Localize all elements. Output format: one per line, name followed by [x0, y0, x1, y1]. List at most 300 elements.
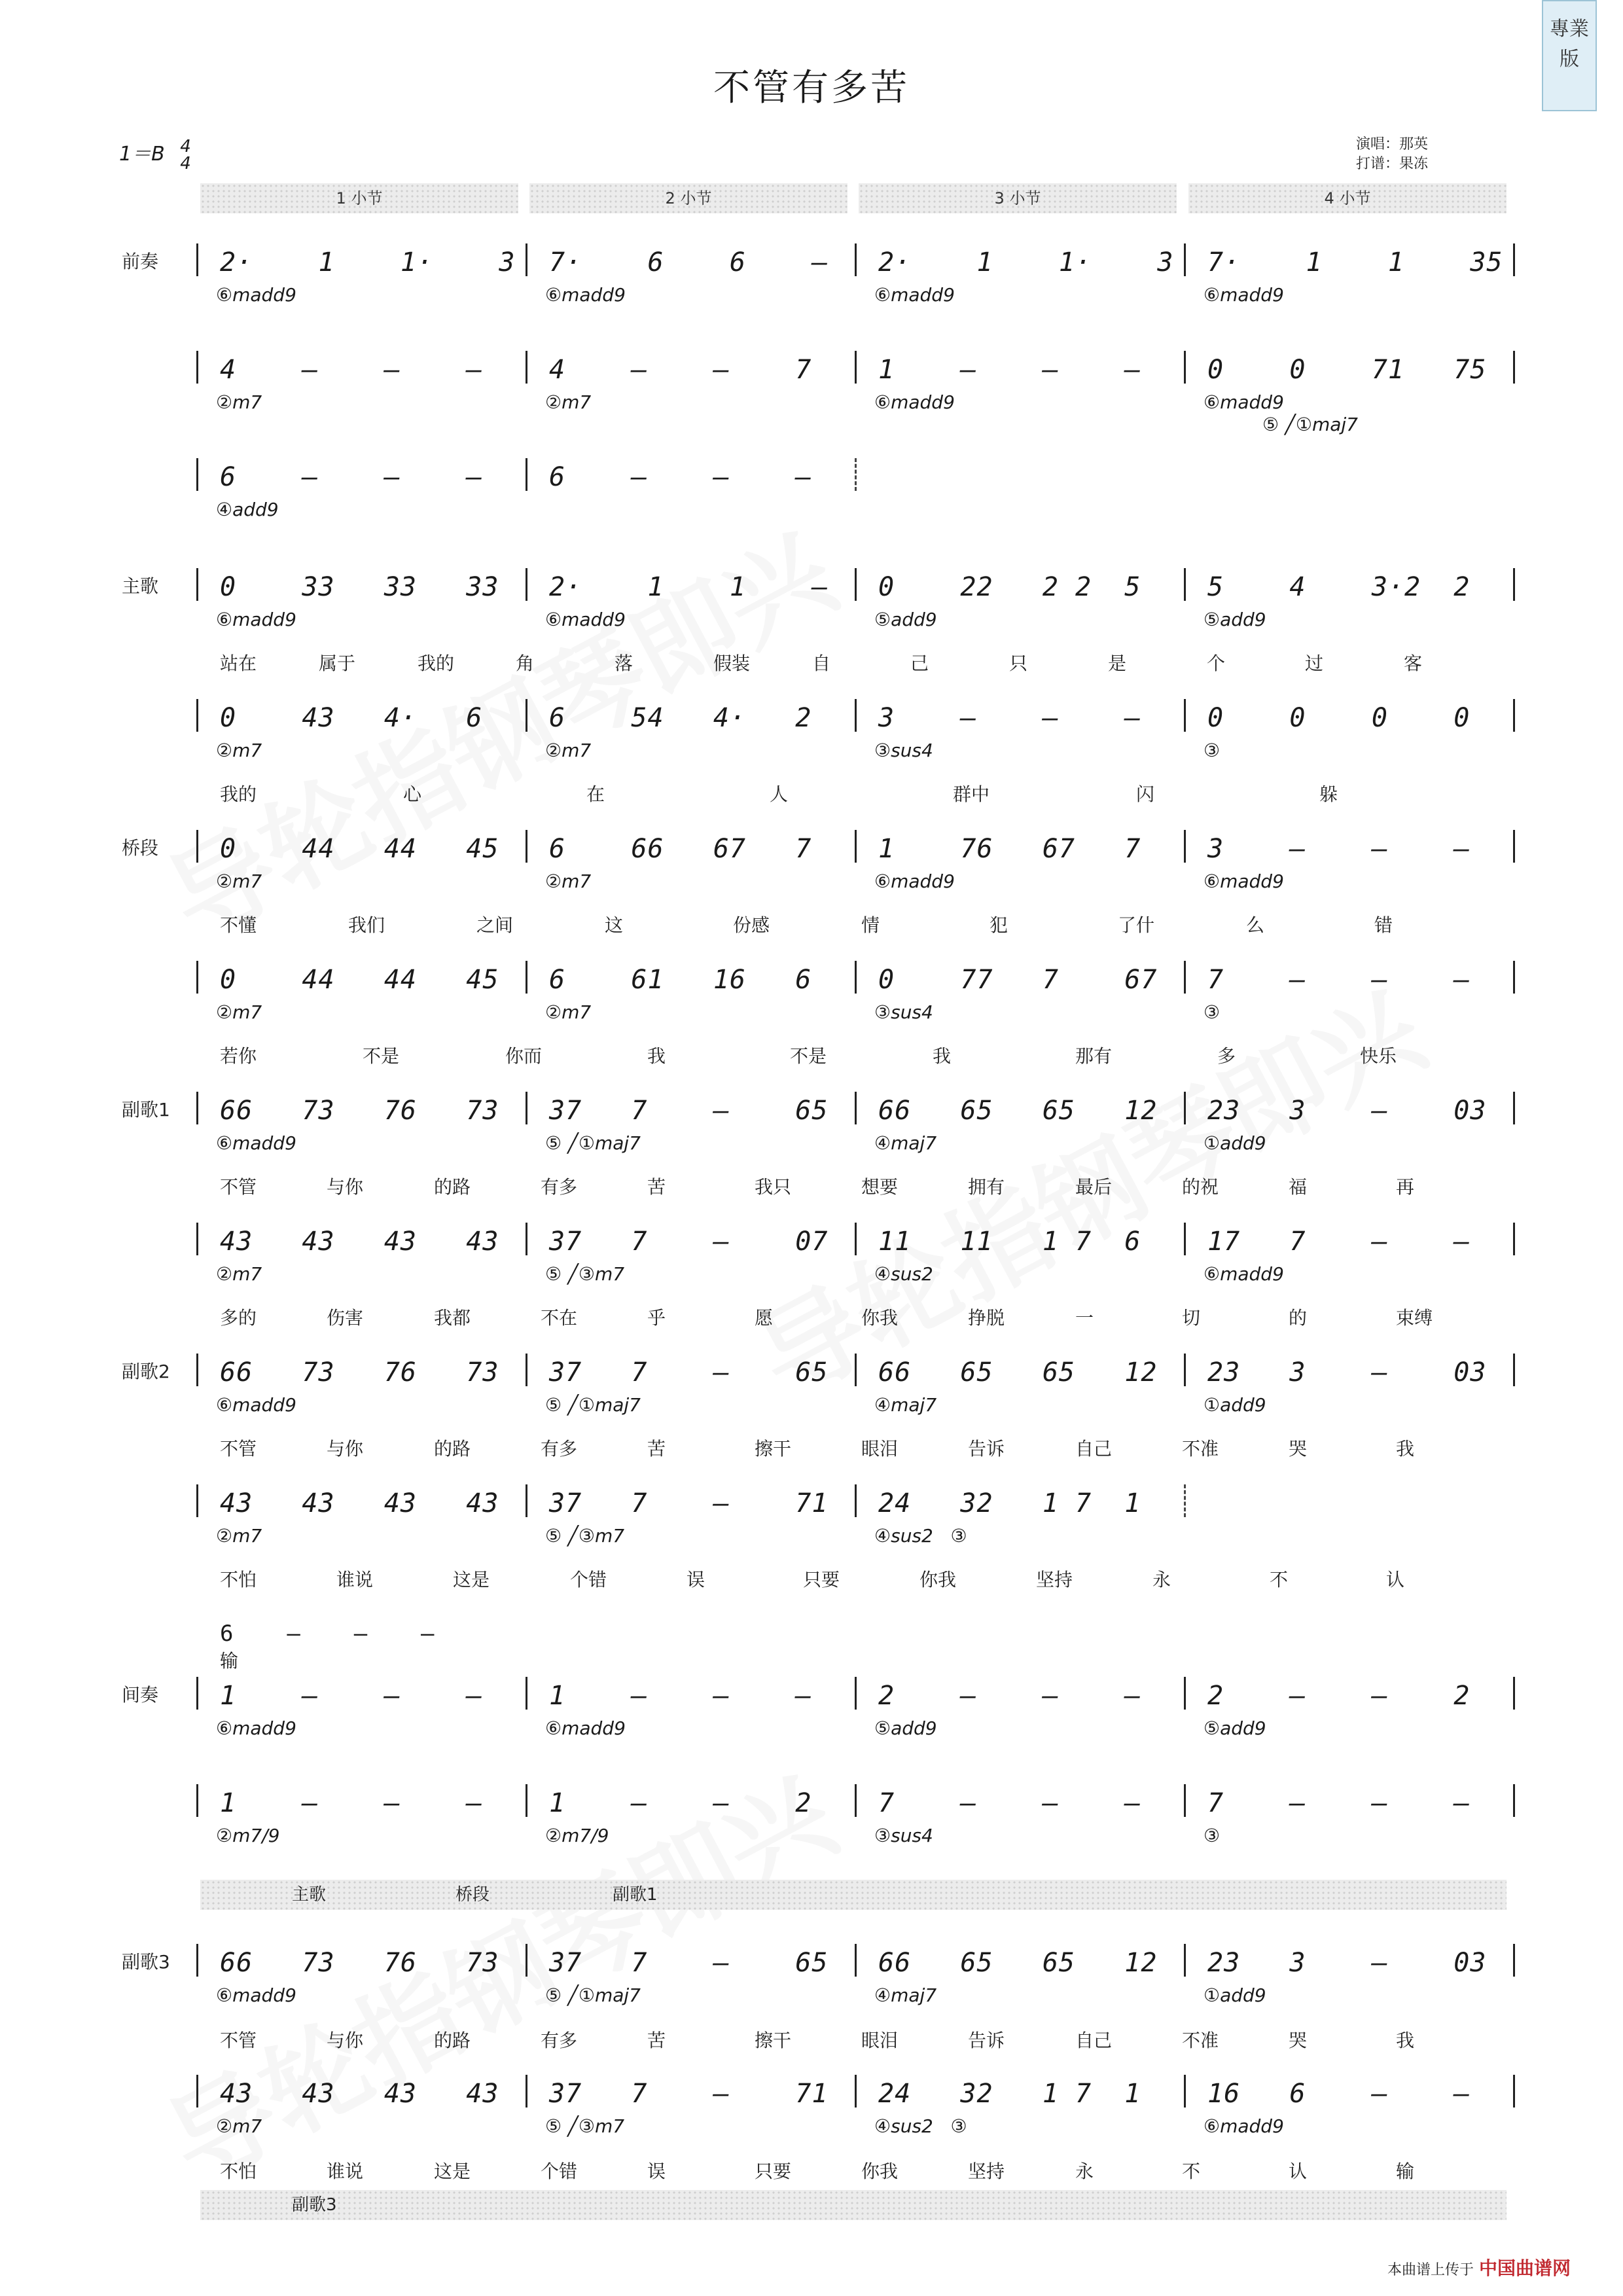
lyric-word: 的路 — [434, 1176, 471, 1198]
credits — [1356, 135, 1428, 174]
section-label-bridge: 桥段 — [122, 837, 159, 859]
chord-symbol: ②m7 — [216, 2115, 262, 2137]
chord-symbol: ②m7 — [545, 740, 592, 761]
tail-lyric: 输 — [220, 1650, 239, 1672]
measure — [526, 1488, 853, 1560]
lyric-word: 份感 — [733, 914, 770, 936]
measure — [1184, 965, 1511, 1037]
measure — [196, 1096, 524, 1168]
lyric-line — [196, 2026, 1518, 2053]
barline — [1513, 830, 1515, 863]
chord-symbol: ③sus4 — [874, 1001, 933, 1023]
lyric-word: 擦干 — [755, 2030, 792, 2051]
measure — [855, 1227, 1182, 1299]
chord-symbol: ④maj7 — [874, 1394, 937, 1416]
lyric-word: 有多 — [541, 1176, 578, 1198]
measure-notes: 7 – – – — [1207, 965, 1471, 995]
measure — [855, 2079, 1182, 2151]
chord-symbol: ⑥madd9 — [545, 1717, 626, 1739]
lyric-word: 的祝 — [1182, 1176, 1219, 1198]
measure — [1184, 2079, 1511, 2151]
lyric-word: 永 — [1075, 2161, 1094, 2182]
measure-notes: 0 0 71 75 — [1207, 355, 1487, 385]
lyric-line — [196, 1435, 1518, 1461]
measure-notes: 0 0 0 0 — [1207, 703, 1471, 733]
measure-notes: 66 73 76 73 — [220, 1357, 499, 1388]
measure-notes: 23 3 – 03 — [1207, 1096, 1487, 1126]
measure-notes: 7· 1 1 35 — [1207, 247, 1503, 278]
measure — [526, 1681, 853, 1753]
lyric-word: 我 — [1396, 2030, 1415, 2051]
lyric-word: 落 — [615, 653, 633, 674]
section-label-intro: 前奏 — [122, 251, 159, 272]
chord-symbol: ②m7 — [216, 1525, 262, 1547]
chord-symbol: ②m7 — [216, 1001, 262, 1023]
lyric-word: 不准 — [1182, 2030, 1219, 2051]
measure — [526, 965, 853, 1037]
chord-symbol: ①add9 — [1204, 1132, 1266, 1154]
measure — [196, 1357, 524, 1429]
measure-notes: 17 7 – – — [1207, 1227, 1471, 1257]
chord-symbol: ⑥madd9 — [216, 1394, 296, 1416]
lyric-word: 不怕 — [220, 2161, 257, 2182]
notation-row — [196, 1357, 1518, 1429]
lyric-word: 心 — [403, 783, 422, 805]
measure — [855, 834, 1182, 906]
lyric-word: 告诉 — [968, 2030, 1005, 2051]
measure-notes: 24 32 1 7 1 — [878, 2079, 1141, 2109]
barline — [1513, 1677, 1515, 1710]
section-label-chorus2: 副歌2 — [122, 1361, 170, 1382]
measure-notes: 37 7 – 65 — [549, 1948, 829, 1978]
chord-symbol: ④sus2 — [874, 1263, 933, 1285]
barline — [1513, 2075, 1515, 2108]
notation-row — [196, 1488, 1518, 1560]
measure-notes: 7· 6 6 – — [549, 247, 829, 278]
chord-symbol: ⑥madd9 — [1204, 391, 1284, 413]
lyric-word: 闪 — [1136, 783, 1155, 805]
measure — [526, 2079, 853, 2151]
section-label-verse: 主歌 — [122, 575, 159, 597]
lyric-word: 多 — [1217, 1045, 1236, 1067]
barline — [1513, 1354, 1515, 1386]
lyric-word: 有多 — [541, 2030, 578, 2051]
notation-row — [196, 834, 1518, 906]
chord-symbol: ⑥madd9 — [874, 391, 955, 413]
measure — [196, 1681, 524, 1753]
measure-notes: 43 43 43 43 — [220, 1227, 499, 1257]
measure-notes: 6 54 4· 2 — [549, 703, 812, 733]
page-title: 不管有多苦 — [713, 67, 910, 109]
lyric-word: 犯 — [990, 914, 1008, 936]
measure — [1184, 355, 1511, 435]
section-label-interlude: 间奏 — [122, 1684, 159, 1706]
lyric-word: 在 — [586, 783, 605, 805]
measure-notes: 2 – – – — [878, 1681, 1141, 1711]
key-label: 1＝B — [119, 143, 165, 166]
notation-row — [196, 703, 1518, 775]
lyric-word: 的路 — [434, 2030, 471, 2051]
footer-site: 中国曲谱网 — [1478, 2257, 1571, 2279]
time-denominator: 4 — [180, 153, 191, 173]
chord-symbol: ⑤ ╱③m7 — [545, 1525, 625, 1547]
measure-notes: 24 32 1 7 1 — [878, 1488, 1141, 1518]
measure — [1184, 247, 1511, 319]
lyric-line — [196, 1173, 1518, 1199]
lyric-word: 挣脱 — [968, 1307, 1005, 1329]
measure — [526, 572, 853, 644]
bar-number: 3 小节 — [859, 183, 1177, 213]
lyric-word: 再 — [1396, 1176, 1415, 1198]
lyric-word: 最后 — [1075, 1176, 1113, 1198]
measure — [196, 572, 524, 644]
lyric-word: 切 — [1182, 1307, 1201, 1329]
chord-symbol: ③sus4 — [874, 1825, 933, 1846]
measure — [196, 462, 524, 534]
chord-symbol: ⑥madd9 — [545, 284, 626, 306]
lyric-word: 过 — [1305, 653, 1324, 674]
chord-symbol: ②m7 — [545, 1001, 592, 1023]
lyric-word: 情 — [861, 914, 880, 936]
measure — [196, 1948, 524, 2020]
lyric-word: 我的 — [220, 783, 257, 805]
lyric-word: 你我 — [861, 2161, 899, 2182]
lyric-word: 站在 — [220, 653, 257, 674]
measure-notes: 3 – – – — [1207, 834, 1471, 864]
lyric-word: 认 — [1386, 1569, 1405, 1590]
measure-notes: 37 7 – 07 — [549, 1227, 829, 1257]
chord-symbol: ⑤ ╱①maj7 — [545, 1394, 641, 1416]
lyric-word: 不 — [1182, 2161, 1201, 2182]
barline — [1513, 243, 1515, 276]
lyric-word: 不管 — [220, 1438, 257, 1460]
measure-notes: 37 7 – 71 — [549, 2079, 829, 2109]
measure-notes: 1 – – – — [220, 1788, 483, 1818]
lyric-word: 己 — [910, 653, 929, 674]
chord-symbol: ④maj7 — [874, 1984, 937, 2006]
lyric-word: 是 — [1108, 653, 1127, 674]
lyric-word: 认 — [1289, 2161, 1308, 2182]
measure-notes: 7 – – – — [1207, 1788, 1471, 1818]
chord-symbol: ③sus4 — [874, 740, 933, 761]
measure-notes: 7 – – – — [878, 1788, 1141, 1818]
footer-text: 本曲谱上传于 — [1387, 2262, 1474, 2278]
lyric-word: 么 — [1246, 914, 1265, 936]
measure — [855, 703, 1182, 775]
measure — [526, 1948, 853, 2020]
measure — [526, 1227, 853, 1299]
measure-notes: 23 3 – 03 — [1207, 1357, 1487, 1388]
measure — [526, 834, 853, 906]
measure — [855, 1788, 1182, 1860]
measure-notes: 23 3 – 03 — [1207, 1948, 1487, 1978]
lyric-word: 坚持 — [968, 2161, 1005, 2182]
lyric-word: 那有 — [1075, 1045, 1113, 1067]
chord-symbol: ②m7 — [216, 870, 262, 892]
lyric-word: 谁说 — [327, 2161, 364, 2182]
lyric-word: 与你 — [327, 1176, 364, 1198]
lyric-word: 福 — [1289, 1176, 1308, 1198]
chord-symbol: ⑤ ╱①maj7 — [545, 1984, 641, 2006]
measure-notes: 43 43 43 43 — [220, 1488, 499, 1518]
measure — [196, 703, 524, 775]
barline — [1184, 1484, 1186, 1517]
lyric-word: 这是 — [453, 1569, 490, 1590]
measure — [1184, 1788, 1511, 1860]
section-label-chorus3: 副歌3 — [122, 1951, 170, 1973]
chord-symbol: ⑥madd9 — [216, 1984, 296, 2006]
measure — [1184, 703, 1511, 775]
measure — [855, 1357, 1182, 1429]
measure — [1184, 1096, 1511, 1168]
lyric-word: 这是 — [434, 2161, 471, 2182]
chord-symbol: ⑤add9 — [1204, 1717, 1266, 1739]
measure-notes: 3 – – – — [878, 703, 1141, 733]
lyric-word: 不管 — [220, 1176, 257, 1198]
measure-notes: 66 65 65 12 — [878, 1948, 1158, 1978]
lyric-word: 人 — [770, 783, 789, 805]
lyric-line — [196, 1566, 1518, 1592]
lyric-word: 束缚 — [1396, 1307, 1433, 1329]
transcriber-credit: 打谱：果冻 — [1356, 156, 1429, 172]
measure-notes: 0 22 2 2 5 — [878, 572, 1141, 602]
chord-symbol: ④maj7 — [874, 1132, 937, 1154]
measure-notes: 37 7 – 65 — [549, 1096, 829, 1126]
roadmap-band — [200, 1880, 1507, 1910]
notation-row — [196, 1681, 1518, 1753]
measure-notes: 0 44 44 45 — [220, 965, 499, 995]
measure-notes: 11 11 1 7 6 — [878, 1227, 1141, 1257]
chord-symbol: ⑥madd9 — [216, 1717, 296, 1739]
chord-symbol: ②m7 — [216, 391, 262, 413]
lyric-word: 苦 — [647, 2030, 666, 2051]
lyric-word: 假装 — [713, 653, 751, 674]
measure — [1184, 1948, 1511, 2020]
lyric-word: 快乐 — [1360, 1045, 1397, 1067]
lyric-word: 错 — [1374, 914, 1393, 936]
lyric-word: 误 — [647, 2161, 666, 2182]
lyric-word: 不是 — [790, 1045, 827, 1067]
bar-number: 2 小节 — [529, 183, 847, 213]
measure — [526, 355, 853, 427]
lyric-word: 了什 — [1118, 914, 1155, 936]
lyric-word: 的 — [1289, 1307, 1308, 1329]
lyric-word: 不准 — [1182, 1438, 1219, 1460]
time-signature — [180, 138, 191, 172]
lyric-word: 伤害 — [327, 1307, 364, 1329]
singer-credit: 演唱：那英 — [1356, 136, 1429, 152]
chord-symbol: ⑤ ╱③m7 — [545, 2115, 625, 2137]
notation-row — [196, 462, 1518, 534]
measure — [196, 965, 524, 1037]
barline — [1513, 1944, 1515, 1977]
notation-row — [196, 1948, 1518, 2020]
measure-notes: 1 – – 2 — [549, 1788, 812, 1818]
notation-row — [196, 572, 1518, 644]
lyric-word: 与你 — [327, 1438, 364, 1460]
measure-notes: 4 – – 7 — [549, 355, 812, 385]
measure — [196, 355, 524, 427]
lyric-word: 永 — [1152, 1569, 1171, 1590]
measure — [855, 1096, 1182, 1168]
measure — [526, 1788, 853, 1860]
roadmap-bridge: 桥段 — [455, 1885, 490, 1905]
measure-notes: 5 4 3·2 2 — [1207, 572, 1471, 602]
chord-symbol: ⑥madd9 — [1204, 2115, 1284, 2137]
chord-symbol: ⑥madd9 — [216, 1132, 296, 1154]
measure-notes: 16 6 – – — [1207, 2079, 1471, 2109]
measure-notes: 66 65 65 12 — [878, 1357, 1158, 1388]
measure — [196, 1227, 524, 1299]
lyric-word: 与你 — [327, 2030, 364, 2051]
measure — [855, 965, 1182, 1037]
chord-symbol: ⑥madd9 — [1204, 1263, 1284, 1285]
lyric-word: 不怕 — [220, 1569, 257, 1590]
measure-notes: 2· 1 1· 3 — [878, 247, 1174, 278]
lyric-word: 只要 — [755, 2161, 792, 2182]
key-signature — [119, 137, 191, 172]
measure — [196, 2079, 524, 2151]
lyric-word: 个 — [1207, 653, 1226, 674]
lyric-word: 角 — [516, 653, 535, 674]
bar-number-band — [200, 183, 1507, 213]
measure — [526, 1096, 853, 1168]
notation-row — [196, 1096, 1518, 1168]
chord-symbol: ④sus2 ③ — [874, 1525, 967, 1547]
measure-notes: 0 44 44 45 — [220, 834, 499, 864]
lyric-word: 个错 — [570, 1569, 607, 1590]
chord-symbol: ③ — [1204, 1825, 1221, 1846]
lyric-word: 多的 — [220, 1307, 257, 1329]
notation-row — [196, 1227, 1518, 1299]
measure — [855, 1488, 1182, 1560]
barline — [1513, 568, 1515, 601]
barline — [1513, 1092, 1515, 1124]
measure — [1184, 834, 1511, 906]
lyric-word: 眼泪 — [861, 1438, 899, 1460]
notation-row — [196, 2079, 1518, 2151]
lyric-word: 苦 — [647, 1176, 666, 1198]
measure-notes: 66 73 76 73 — [220, 1948, 499, 1978]
lyric-word: 躲 — [1319, 783, 1338, 805]
lyric-word: 有多 — [541, 1438, 578, 1460]
barline — [855, 458, 857, 491]
lyric-word: 不管 — [220, 2030, 257, 2051]
notation-row — [196, 247, 1518, 319]
chord-symbol: ③ — [1204, 740, 1221, 761]
lyric-word: 我们 — [348, 914, 385, 936]
chord-symbol: ①add9 — [1204, 1984, 1266, 2006]
measure-notes: 1 76 67 7 — [878, 834, 1141, 864]
measure-notes: 2· 1 1 – — [549, 572, 829, 602]
measure-notes: 2 – – 2 — [1207, 1681, 1471, 1711]
lyric-word: 愿 — [755, 1307, 774, 1329]
lyric-word: 哭 — [1289, 1438, 1308, 1460]
chord-symbol: ⑤ ╱③m7 — [545, 1263, 625, 1285]
lyric-word: 输 — [1396, 2161, 1415, 2182]
measure-notes: 66 65 65 12 — [878, 1096, 1158, 1126]
chord-symbol: ④sus2 ③ — [874, 2115, 967, 2137]
roadmap-verse: 主歌 — [292, 1885, 327, 1905]
lyric-word: 拥有 — [968, 1176, 1005, 1198]
measure — [855, 572, 1182, 644]
barline — [1513, 699, 1515, 732]
measure — [526, 462, 853, 534]
lyric-word: 群中 — [953, 783, 990, 805]
barline — [1513, 1784, 1515, 1817]
lyric-word: 之间 — [476, 914, 514, 936]
measure-notes: 6 61 16 6 — [549, 965, 812, 995]
chord-symbol: ⑥madd9 — [216, 284, 296, 306]
chord-symbol: ④add9 — [216, 499, 279, 520]
chord-symbol: ②m7/9 — [545, 1825, 609, 1846]
measure-notes: 4 – – – — [220, 355, 483, 385]
roadmap-chorus3: 副歌3 — [292, 2195, 337, 2215]
lyric-word: 自己 — [1075, 2030, 1113, 2051]
chord-symbol: ③ — [1204, 1001, 1221, 1023]
measure-notes: 1 – – – — [549, 1681, 812, 1711]
lyric-word: 你我 — [919, 1569, 957, 1590]
lyric-word: 我 — [933, 1045, 952, 1067]
lyric-word: 我 — [647, 1045, 666, 1067]
measure-notes: 37 7 – 65 — [549, 1357, 829, 1388]
chord-symbol: ②m7 — [545, 870, 592, 892]
measure-notes: 1 – – – — [878, 355, 1141, 385]
chord-symbol: ⑥madd9 — [874, 870, 955, 892]
chord-symbol: ⑤ ╱①maj7 — [545, 1132, 641, 1154]
lyric-word: 一 — [1075, 1307, 1094, 1329]
lyric-word: 不是 — [363, 1045, 400, 1067]
chord-symbol: ⑤add9 — [874, 1717, 937, 1739]
measure — [526, 247, 853, 319]
measure — [196, 834, 524, 906]
notation-row — [196, 965, 1518, 1037]
lyric-line — [196, 780, 1518, 806]
lyric-word: 只 — [1009, 653, 1028, 674]
lyric-line — [196, 911, 1518, 937]
lyric-word: 我的 — [418, 653, 455, 674]
measure-notes: 6 – – – — [220, 462, 483, 492]
measure-notes: 66 73 76 73 — [220, 1096, 499, 1126]
lyric-word: 谁说 — [336, 1569, 374, 1590]
section-label-chorus1: 副歌1 — [122, 1099, 170, 1121]
lyric-word: 乎 — [647, 1307, 666, 1329]
chord-symbol: ②m7 — [545, 391, 592, 413]
roadmap-chorus1: 副歌1 — [613, 1885, 658, 1905]
lyric-word: 误 — [687, 1569, 705, 1590]
chord-symbol: ②m7/9 — [216, 1825, 280, 1846]
lyric-word: 不在 — [541, 1307, 578, 1329]
barline — [1513, 1223, 1515, 1255]
lyric-line — [196, 2157, 1518, 2183]
notation-row — [196, 355, 1518, 435]
lyric-word: 自 — [812, 653, 831, 674]
lyric-word: 你我 — [861, 1307, 899, 1329]
lyric-word: 告诉 — [968, 1438, 1005, 1460]
lyric-word: 坚持 — [1036, 1569, 1073, 1590]
lyric-word: 苦 — [647, 1438, 666, 1460]
time-numerator: 4 — [180, 136, 191, 156]
measure — [1184, 1681, 1511, 1753]
chord-symbol: ⑤add9 — [1204, 609, 1266, 630]
measure — [526, 703, 853, 775]
lyric-word: 只要 — [803, 1569, 840, 1590]
measure-notes: 6 66 67 7 — [549, 834, 812, 864]
notation-row — [196, 1788, 1518, 1860]
lyric-word: 个错 — [541, 2161, 578, 2182]
lyric-word: 这 — [605, 914, 624, 936]
lyric-word: 客 — [1404, 653, 1423, 674]
